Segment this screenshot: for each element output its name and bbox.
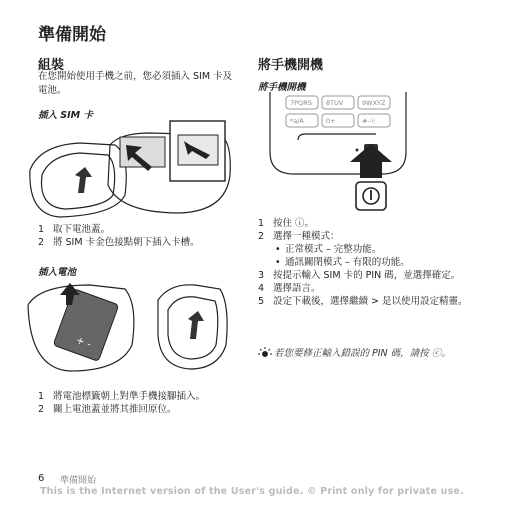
list-item: 2 選擇一種模式： • 正常模式 – 完整功能。 • 通訊關閉模式 – 有限的功能。 bbox=[258, 230, 473, 269]
assembly-intro: 在您開始使用手機之前，您必須插入 SIM 卡及電池。 bbox=[38, 71, 233, 96]
sim-caption: 插入 SIM 卡 bbox=[38, 110, 93, 121]
tip-lightbulb-icon bbox=[258, 347, 272, 361]
list-item: 2 將 SIM 卡金色接點朝下插入卡槽。 bbox=[38, 237, 200, 248]
arrow-icon bbox=[188, 311, 204, 339]
battery-insert-illustration bbox=[20, 275, 235, 375]
mode-list bbox=[273, 243, 473, 269]
power-on-steps bbox=[258, 217, 473, 308]
footer-section: 準備開始 bbox=[60, 476, 97, 486]
keypad-label: 9WXYZ bbox=[362, 99, 386, 107]
assembly-heading: 組裝 bbox=[38, 58, 65, 73]
watermark: This is the Internet version of the User's guide. © Print only for private use. bbox=[40, 486, 464, 497]
keypad-label: 0+ bbox=[326, 117, 336, 125]
sim-insert-illustration bbox=[20, 115, 235, 220]
battery-caption: 插入電池 bbox=[38, 267, 77, 278]
keypad-label: 8TUV bbox=[326, 99, 344, 107]
power-on-caption: 將手機開機 bbox=[258, 82, 306, 93]
list-item: 5 設定下載後，選擇繼續 > 是以使用設定精靈。 bbox=[258, 296, 468, 307]
list-item: • 通訊關閉模式 – 有限的功能。 bbox=[273, 256, 473, 269]
power-on-heading: 將手機開機 bbox=[258, 58, 324, 73]
pin-tip: 若您要修正輸入錯誤的 PIN 碼，請按 ⓒ。 bbox=[274, 348, 451, 359]
phone-open-right bbox=[108, 121, 230, 213]
battery-steps bbox=[38, 390, 258, 416]
keypad-illustration bbox=[258, 92, 418, 212]
page-number: 6 bbox=[38, 473, 45, 484]
phone-cover-right bbox=[158, 285, 227, 369]
arrow-icon bbox=[75, 167, 92, 193]
svg-text:+ -: + - bbox=[74, 334, 93, 351]
phone-back-left bbox=[30, 143, 126, 217]
list-item: 1 按住 ⓘ。 bbox=[258, 218, 315, 229]
list-item: 1 將電池標籤朝上對準手機接腳插入。 bbox=[38, 391, 206, 402]
keypad-label: *a/A bbox=[290, 117, 304, 125]
list-item: • 正常模式 – 完整功能。 bbox=[273, 243, 473, 256]
phone-battery-left bbox=[28, 283, 134, 371]
page-title: 準備開始 bbox=[38, 25, 106, 45]
keypad-label: #-☉ bbox=[362, 117, 376, 125]
list-item: 1 取下電池蓋。 bbox=[38, 224, 111, 235]
sim-steps bbox=[38, 223, 248, 249]
list-item: 4 選擇語言。 bbox=[258, 283, 321, 294]
list-item: 2 關上電池蓋並將其推回原位。 bbox=[38, 404, 177, 415]
list-item: 3 按提示輸入 SIM 卡的 PIN 碼，並選擇確定。 bbox=[258, 270, 461, 281]
keypad-label: 7PQRS bbox=[290, 99, 312, 107]
